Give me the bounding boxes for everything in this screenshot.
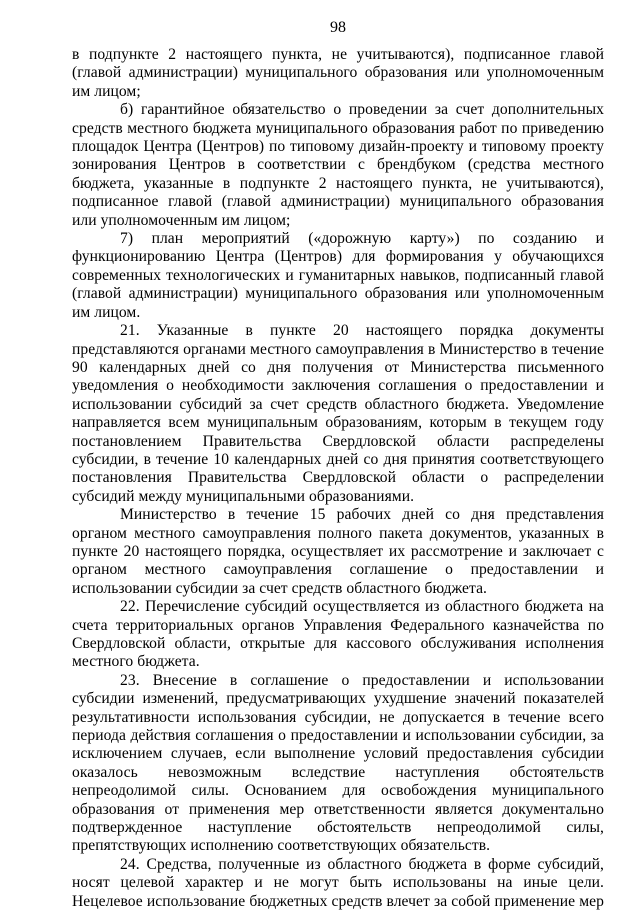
paragraph: 24. Средства, полученные из областного бюджета в форме субсидий, носят целевой характер и не могут быть использованы на иные цели. Нецелевое использование бюджетных средств влечет за собой применение мер: [72, 855, 604, 910]
document-page: [72, 18, 604, 911]
paragraph: Министерство в течение 15 рабочих дней со дня представления органом местного самоуправления полного пакета документов, указанных в пункте 20 настоящего порядка, осуществляет их рассмотрение и заключает с органом местного самоуправления соглашение о предоставлении и использовании субсидии за счет средств областного бюджета.: [72, 506, 604, 597]
paragraph: 21. Указанные в пункте 20 настоящего порядка документы представляются органами местного самоуправления в Министерство в течение 90 календарных дней со дня получения от Министерства письменного уведомления о необходимости заключения соглашения о предоставлении и использовании субсидий за счет средств областного бюджета. Уведомление направляется всем муниципальным образованиям, которым в текущем году постановлением Правительства Свердловской области распределены субсидии, в течение 10 календарных дней со дня принятия соответствующего постановления Правительства Свердловской области о распределении субсидий между муниципальными образованиями.: [72, 322, 604, 505]
document-body: [72, 46, 604, 911]
page-number: 98: [330, 19, 346, 36]
paragraph: 22. Перечисление субсидий осуществляется из областного бюджета на счета территориальных органов Управления Федерального казначейства по Свердловской области, открытые для кассового обслуживания исполнения местного бюджета.: [72, 598, 604, 671]
paragraph: в подпункте 2 настоящего пункта, не учитываются), подписанное главой (главой администрации) муниципального образования или уполномоченным им лицом;: [72, 46, 604, 100]
paragraph: б) гарантийное обязательство о проведении за счет дополнительных средств местного бюджета муниципального образования работ по приведению площадок Центра (Центров) по типовому дизайн-проекту и типовому проекту зонирования Центров в соответствии с брендбуком (средства местного бюджета, указанные в подпункте 2 настоящего пункта, не учитываются), подписанное главой (главой администрации) муниципального образования или уполномоченным им лицом;: [72, 101, 604, 229]
paragraph: 7) план мероприятий («дорожную карту») по созданию и функционированию Центра (Центров) для формирования у обучающихся современных технологических и гуманитарных навыков, подписанный главой (главой администрации) муниципального образования или уполномоченным им лицом.: [72, 230, 604, 321]
paragraph: 23. Внесение в соглашение о предоставлении и использовании субсидии изменений, предусматривающих ухудшение значений показателей результативности использования субсидии, не допускается в течение всего периода действия соглашения о предоставлении и использовании субсидии, за исключением случаев, если выполнение условий предоставления субсидии оказалось невозможным вследствие наступления обстоятельств непреодолимой силы. Основанием для освобождения муниципального образования от применения мер ответственности является документально подтвержденное наступление обстоятельств непреодолимой силы, препятствующих исполнению соответствующих обязательств.: [72, 671, 604, 855]
